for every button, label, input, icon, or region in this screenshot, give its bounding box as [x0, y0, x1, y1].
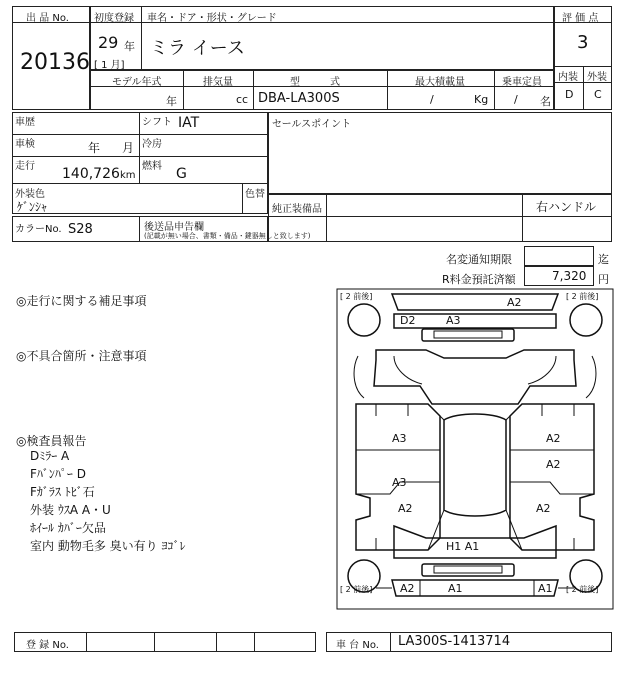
shift-label: シフト	[142, 117, 172, 128]
first-reg-year: 29	[98, 33, 119, 52]
mark-rear-bumper-center: A1	[448, 582, 463, 595]
exterior-grade: C	[594, 88, 602, 101]
inspection-month-unit: 月	[122, 141, 135, 155]
first-reg-month: [ 1 月]	[94, 60, 125, 71]
mark-rear-center: H1 A1	[446, 540, 480, 553]
year-unit: 年	[124, 40, 135, 53]
mark-left-quarter: A2	[398, 502, 413, 515]
front-bumper	[392, 294, 558, 310]
reg-no-label: 登 録 No.	[26, 640, 69, 651]
fuel-label: 燃料	[142, 161, 162, 172]
report-line: Fｶﾞﾗｽ ﾄﾋﾞ石	[30, 485, 95, 499]
chassis-label: 車 台 No.	[336, 640, 379, 651]
mark-front-sill-center: A3	[446, 314, 461, 327]
model-year-unit: 年	[166, 95, 177, 108]
inspection-year-unit: 年	[88, 141, 101, 155]
divider	[390, 632, 391, 652]
rear-bumper	[392, 580, 558, 596]
color-no-label: カラーNo.	[15, 224, 62, 235]
report-line: Dﾐﾗｰ A	[30, 449, 70, 463]
divider	[254, 632, 255, 652]
max-load-unit: Kg	[474, 93, 489, 106]
divider	[183, 70, 184, 110]
rating-label: 評 価 点	[562, 13, 599, 24]
divider	[268, 216, 612, 217]
displacement-unit: cc	[236, 93, 249, 106]
divider	[141, 6, 142, 70]
color-change-label: 色替	[245, 189, 265, 200]
driving-notes-label: ◎走行に関する補足事項	[16, 294, 147, 308]
color-value: ｹﾞﾝｼｬ	[17, 200, 48, 214]
name-change-unit: 迄	[598, 253, 609, 266]
mark-front-bumper: A2	[507, 296, 522, 309]
rating-value: 3	[577, 32, 589, 53]
lot-label: 出 品 No.	[26, 13, 69, 24]
mark-left-door-rear: A3	[392, 476, 407, 489]
front-left-wheel	[348, 304, 380, 336]
name-change-box	[524, 246, 594, 266]
capacity-unit: 名	[540, 95, 551, 108]
report-line: 外装 ｳｽA A・U	[30, 503, 111, 517]
exterior-label: 外装	[587, 72, 607, 83]
model-label: 型 式	[290, 77, 340, 88]
defect-notes-label: ◎不具合箇所・注意事項	[16, 349, 147, 363]
divider	[583, 66, 584, 110]
mileage-value: 140,726	[62, 166, 120, 182]
divider	[326, 194, 327, 242]
mark-right-door-front: A2	[546, 432, 561, 445]
model-year-label: モデル年式	[112, 77, 162, 88]
recycle-value: 7,320	[552, 269, 587, 283]
color-label: 外装色	[15, 189, 45, 200]
divider	[12, 156, 268, 157]
upper-body	[374, 350, 576, 404]
front-right-tag: [ 2 前後]	[566, 292, 599, 301]
recycle-label: R料金預託済額	[442, 273, 516, 286]
divider	[387, 70, 388, 110]
genuine-label: 純正装備品	[272, 204, 322, 215]
mark-rear-bumper-right: A1	[538, 582, 553, 595]
front-panel	[394, 314, 556, 328]
mark-left-door-front: A3	[392, 432, 407, 445]
after-doc-note: (記載が無い場合、書類・備品・鍵器無しと致します)	[144, 232, 311, 240]
chassis-value: LA300S-1413714	[398, 634, 511, 649]
inspection-label: 車検	[15, 139, 35, 150]
front-left-tag: [ 2 前後]	[340, 292, 373, 301]
color-no-value: S28	[68, 222, 93, 237]
car-name: ミラ イース	[150, 38, 245, 59]
divider	[242, 183, 243, 214]
displacement-label: 排気量	[203, 77, 233, 88]
max-load-sep: /	[430, 93, 434, 106]
mark-front-sill-left: D2	[400, 314, 416, 327]
divider	[522, 194, 523, 242]
name-change-label: 名変通知期限	[446, 253, 512, 266]
mileage-unit: km	[120, 170, 136, 181]
history-label: 車歴	[15, 117, 35, 128]
steering-value: 右ハンドル	[536, 200, 597, 214]
interior-grade: D	[565, 88, 574, 101]
ac-label: 冷房	[142, 139, 162, 150]
sales-point-label: セールスポイント	[272, 119, 352, 130]
divider	[139, 112, 140, 183]
mileage-label: 走行	[15, 161, 35, 172]
roof	[444, 414, 506, 516]
report-line: Fﾊﾞﾝﾊﾟｰ D	[30, 467, 86, 481]
divider	[12, 134, 268, 135]
front-right-wheel	[570, 304, 602, 336]
model-code: DBA-LA300S	[258, 91, 340, 106]
after-doc-label: 後送品申告欄	[144, 222, 204, 233]
recycle-unit: 円	[598, 273, 609, 286]
capacity-sep: /	[514, 93, 518, 106]
lot-number: 20136	[20, 50, 90, 75]
divider	[139, 216, 140, 242]
inspector-report-label: ◎検査員報告	[16, 434, 87, 448]
divider	[216, 632, 217, 652]
mark-rear-bumper-left: A2	[400, 582, 415, 595]
divider	[12, 183, 268, 184]
first-reg-label: 初度登録	[94, 13, 134, 24]
divider	[494, 70, 495, 110]
interior-label: 内装	[558, 72, 578, 83]
report-line: ﾎｲｰﾙ ｶﾊﾞｰ欠品	[30, 521, 106, 535]
shift-value: IAT	[178, 115, 200, 131]
car-name-label: 車名・ドア・形状・グレード	[147, 13, 277, 24]
fuel-value: G	[176, 166, 187, 182]
divider	[86, 632, 87, 652]
rear-right-tag: [ 2 前後]	[566, 585, 599, 594]
divider	[253, 70, 254, 110]
divider	[154, 632, 155, 652]
mark-right-quarter: A2	[536, 502, 551, 515]
report-line: 室内 動物毛多 臭い有り ﾖｺﾞﾚ	[30, 539, 186, 553]
max-load-label: 最大積載量	[415, 77, 465, 88]
mark-right-door-rear: A2	[546, 458, 561, 471]
capacity-label: 乗車定員	[502, 77, 542, 88]
details-box	[12, 112, 268, 214]
car-damage-diagram	[336, 288, 614, 610]
rear-left-tag: [ 2 前後]	[340, 585, 373, 594]
